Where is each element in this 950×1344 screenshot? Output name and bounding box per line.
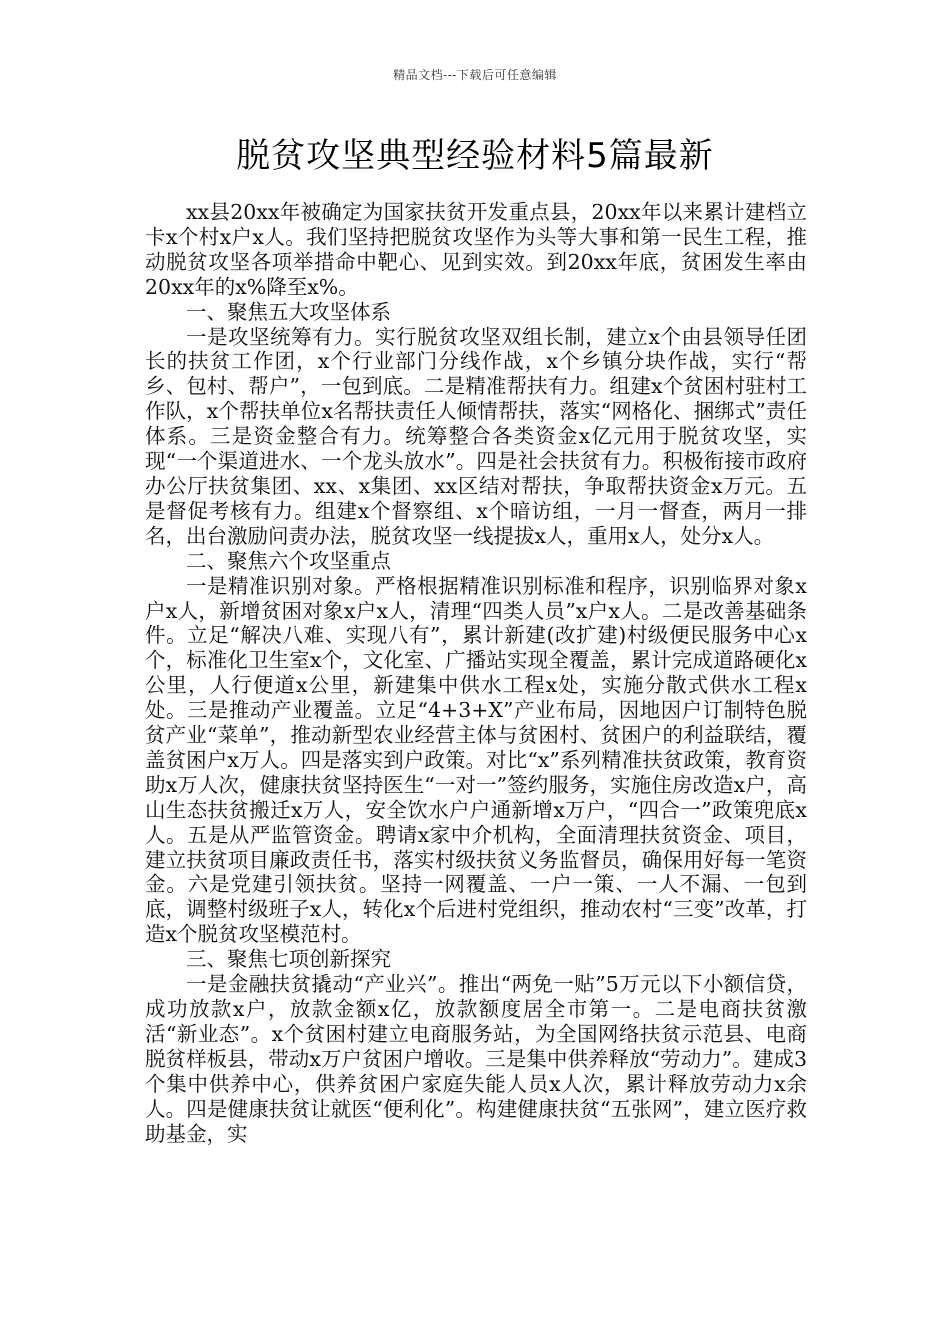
paragraph-intro: xx县20xx年被确定为国家扶贫开发重点县，20xx年以来累计建档立卡x个村x户x人。我们坚持把脱贫攻坚作为头等大事和第一民生工程，推动脱贫攻坚各项举措命中靶心、见到实效。到20xx年底，贫困发生率由20xx年的x%降至x%。	[145, 200, 807, 299]
section-heading-1: 一、聚焦五大攻坚体系	[186, 299, 391, 324]
paragraph-section-2: 一是精准识别对象。严格根据精准识别标准和程序，识别临界对象x户x人，新增贫困对象x户x人，清理“四类人员”x户x人。二是改善基础条件。立足“解决八难、实现八有”，累计新建(改扩建)村级便民服务中心x个，标准化卫生室x个，文化室、广播站实现全覆盖，累计完成道路硬化x公里，人行便道x公里，新建集中供水工程x处，实施分散式供水工程x处。三是推动产业覆盖。立足“4+3+X”产业布局，因地因户订制特色脱贫产业“菜单”，推动新型农业经营主体与贫困村、贫困户的利益联结，覆盖贫困户x万人。四是落实到户政策。对比“x”系列精准扶贫政策，教育资助x万人次，健康扶贫坚持医生“一对一”签约服务，实施住房改造x户，高山生态扶贫搬迁x万人，安全饮水户户通新增x万户，“四合一”政策兜底x人。五是从严监管资金。聘请x家中介机构，全面清理扶贫资金、项目，建立扶贫项目廉政责任书，落实村级扶贫义务监督员，确保用好每一笔资金。六是党建引领扶贫。坚持一网覆盖、一户一策、一人不漏、一包到底，调整村级班子x人，转化x个后进村党组织，推动农村“三变”改革，打造x个脱贫攻坚模范村。	[145, 573, 807, 947]
section-heading-3: 三、聚焦七项创新探究	[186, 947, 391, 972]
paragraph-section-3: 一是金融扶贫撬动“产业兴”。推出“两免一贴”5万元以下小额信贷，成功放款x户，放款金额x亿，放款额度居全市第一。二是电商扶贫激活“新业态”。x个贫困村建立电商服务站，为全国网络扶贫示范县、电商脱贫样板县，带动x万户贫困户增收。三是集中供养释放“劳动力”。建成3个集中供养中心，供养贫困户家庭失能人员x人次，累计释放劳动力x余人。四是健康扶贫让就医“便利化”。构建健康扶贫“五张网”，建立医疗救助基金，实	[145, 972, 807, 1146]
paragraph-section-1: 一是攻坚统筹有力。实行脱贫攻坚双组长制，建立x个由县领导任团长的扶贫工作团，x个行业部门分线作战，x个乡镇分块作战，实行“帮乡、包村、帮户”，一包到底。二是精准帮扶有力。组建x个贫困村驻村工作队，x个帮扶单位x名帮扶责任人倾情帮扶，落实“网格化、捆绑式”责任体系。三是资金整合有力。统筹整合各类资金x亿元用于脱贫攻坚，实现“一个渠道进水、一个龙头放水”。四是社会扶贫有力。积极衔接市政府办公厅扶贫集团、xx、x集团、xx区结对帮扶，争取帮扶资金x万元。五是督促考核有力。组建x个督察组、x个暗访组，一月一督查，两月一排名，出台激励问责办法，脱贫攻坚一线提拔x人，重用x人，处分x人。	[145, 324, 807, 548]
section-heading-2: 二、聚焦六个攻坚重点	[186, 548, 391, 573]
header-note: 精品文档---下载后可任意编辑	[393, 68, 557, 82]
document-body	[145, 200, 807, 1146]
document-title: 脱贫攻坚典型经验材料5篇最新	[236, 136, 714, 176]
